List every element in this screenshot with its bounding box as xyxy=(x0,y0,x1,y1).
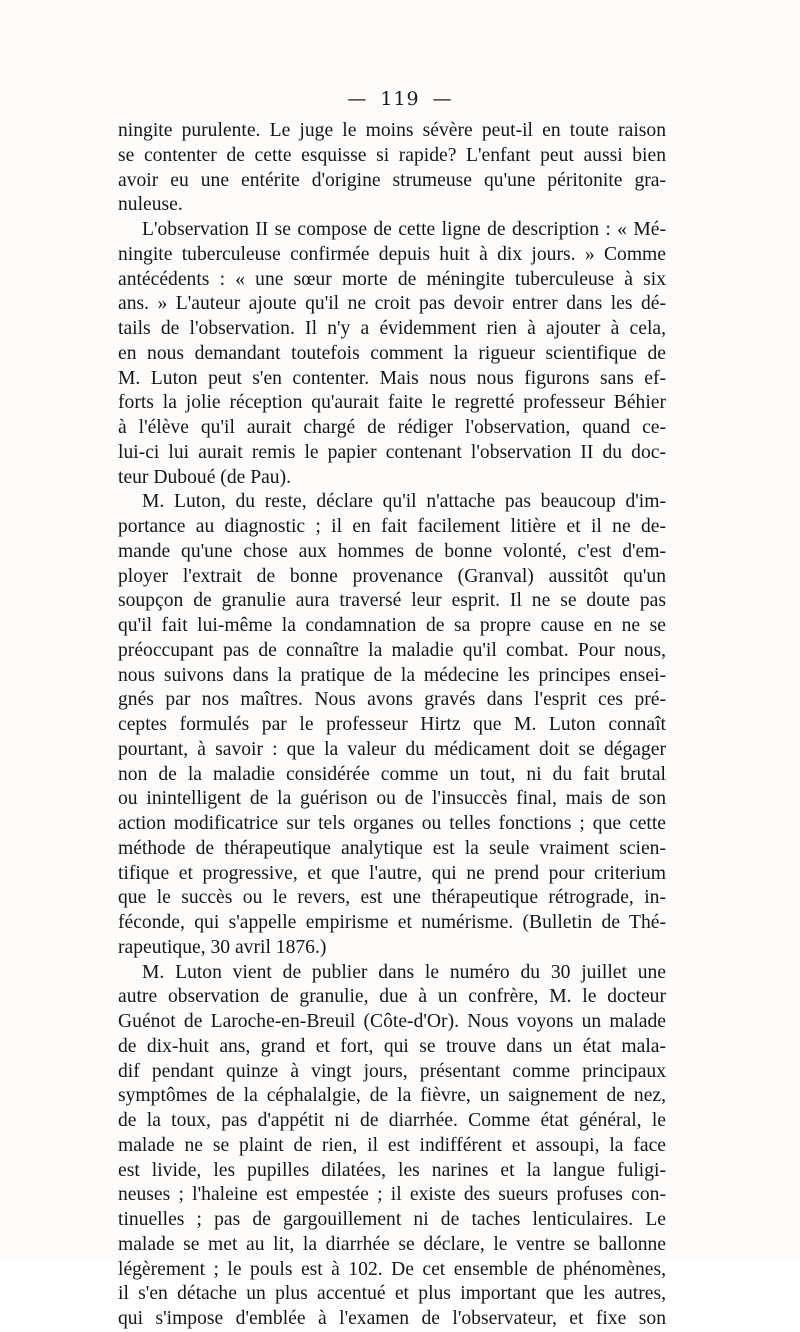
text-line: symptômes de la céphalalgie, de la fièvre, un saignement de nez, xyxy=(118,1085,666,1107)
text-line: à l'élève qu'il aurait chargé de rédiger l'observation, quand ce- xyxy=(118,417,666,438)
text-line: ployer l'extrait de bonne provenance (Granval) aussitôt qu'un xyxy=(118,565,666,587)
text-line: nuleuse. xyxy=(118,194,183,216)
text-line: malade ne se plaint de rien, il est indifférent et assoupi, la face xyxy=(118,1134,666,1156)
text-line: tinuelles ; pas de gargouillement ni de taches lenticulaires. Le xyxy=(118,1209,666,1230)
text-line: ningite tuberculeuse confirmée depuis huit à dix jours. » Comme xyxy=(118,243,666,265)
text-line: L'observation II se compose de cette ligne de description : « Mé- xyxy=(142,219,666,240)
text-line: non de la maladie considérée comme un tout, ni du fait brutal xyxy=(118,763,666,785)
page-number: — 119 — xyxy=(347,88,453,110)
text-line: lui-ci lui aurait remis le papier contenant l'observation II du doc- xyxy=(118,441,666,463)
text-line: M. Luton, du reste, déclare qu'il n'attache pas beaucoup d'im- xyxy=(142,491,666,513)
text-line: antécédents : « une sœur morte de méningite tuberculeuse à six xyxy=(118,268,666,290)
text-line: rapeutique, 30 avril 1876.) xyxy=(118,936,327,958)
text-line: forts la jolie réception qu'aurait faite le regretté professeur Béhier xyxy=(118,392,666,414)
text-line: de dix-huit ans, grand et fort, qui se trouve dans un état mala- xyxy=(118,1035,666,1057)
text-line: ou inintelligent de la guérison ou de l'insuccès final, mais de son xyxy=(118,788,666,810)
text-line: ningite purulente. Le juge le moins sévère peut-il en toute raison xyxy=(118,120,666,141)
text-line: soupçon de granulie aura traversé leur esprit. Il ne se doute pas xyxy=(118,590,666,612)
text-line: gnés par nos maîtres. Nous avons gravés dans l'esprit ces pré- xyxy=(118,689,666,711)
text-line: de la toux, pas d'appétit ni de diarrhée. Comme état général, le xyxy=(118,1110,666,1131)
text-line: légèrement ; le pouls est à 102. De cet ensemble de phénomènes, xyxy=(118,1258,666,1280)
text-line: neuses ; l'haleine est empestée ; il existe des sueurs profuses con- xyxy=(118,1184,666,1206)
text-line: mande qu'une chose aux hommes de bonne volonté, c'est d'em- xyxy=(118,540,666,562)
text-line: qu'il fait lui-même la condamnation de sa propre cause en ne se xyxy=(118,615,666,636)
text-line: M. Luton peut s'en contenter. Mais nous nous figurons sans ef- xyxy=(118,367,666,389)
text-line: féconde, qui s'appelle empirisme et numérisme. (Bulletin de Thé- xyxy=(118,912,666,933)
text-line: action modificatrice sur tels organes ou telles fonctions ; que cette xyxy=(118,813,666,834)
text-line: dif pendant quinze à vingt jours, présentant comme principaux xyxy=(118,1060,666,1082)
body-text xyxy=(118,119,666,1332)
text-line: ans. » L'auteur ajoute qu'il ne croit pas devoir entrer dans les dé- xyxy=(118,293,666,315)
text-line: autre observation de granulie, due à un confrère, M. le docteur xyxy=(118,986,666,1008)
text-line: avoir eu une entérite d'origine strumeuse qu'une péritonite gra- xyxy=(118,169,666,191)
text-line: pourtant, à savoir : que la valeur du médicament doit se dégager xyxy=(118,738,666,760)
text-line: ceptes formulés par le professeur Hirtz que M. Luton connaît xyxy=(118,714,666,735)
text-line: tifique et progressive, et que l'autre, qui ne prend pour criterium xyxy=(118,862,666,884)
text-line: se contenter de cette esquisse si rapide? L'enfant peut aussi bien xyxy=(118,144,666,166)
text-line: teur Duboué (de Pau). xyxy=(118,466,292,488)
text-line: tails de l'observation. Il n'y a évidemment rien à ajouter à cela, xyxy=(118,318,666,339)
text-line: qui s'impose d'emblée à l'examen de l'observateur, et fixe son xyxy=(118,1308,666,1329)
text-line: il s'en détache un plus accentué et plus important que les autres, xyxy=(118,1283,666,1305)
text-line: M. Luton vient de publier dans le numéro du 30 juillet une xyxy=(142,961,666,983)
text-line: nous suivons dans la pratique de la médecine les principes ensei- xyxy=(118,664,666,686)
text-line: en nous demandant toutefois comment la rigueur scientifique de xyxy=(118,342,666,364)
text-line: méthode de thérapeutique analytique est la seule vraiment scien- xyxy=(118,837,666,859)
text-line: malade se met au lit, la diarrhée se déclare, le ventre se ballonne xyxy=(118,1233,666,1255)
text-line: portance au diagnostic ; il en fait facilement litière et il ne de- xyxy=(118,516,666,537)
text-line: que le succès ou le revers, est une thérapeutique rétrograde, in- xyxy=(118,887,666,909)
text-line: est livide, les pupilles dilatées, les narines et la langue fuligi- xyxy=(118,1159,666,1181)
text-line: préoccupant pas de connaître la maladie qu'il combat. Pour nous, xyxy=(118,639,666,661)
text-line: Guénot de Laroche-en-Breuil (Côte-d'Or). Nous voyons un malade xyxy=(118,1011,666,1032)
